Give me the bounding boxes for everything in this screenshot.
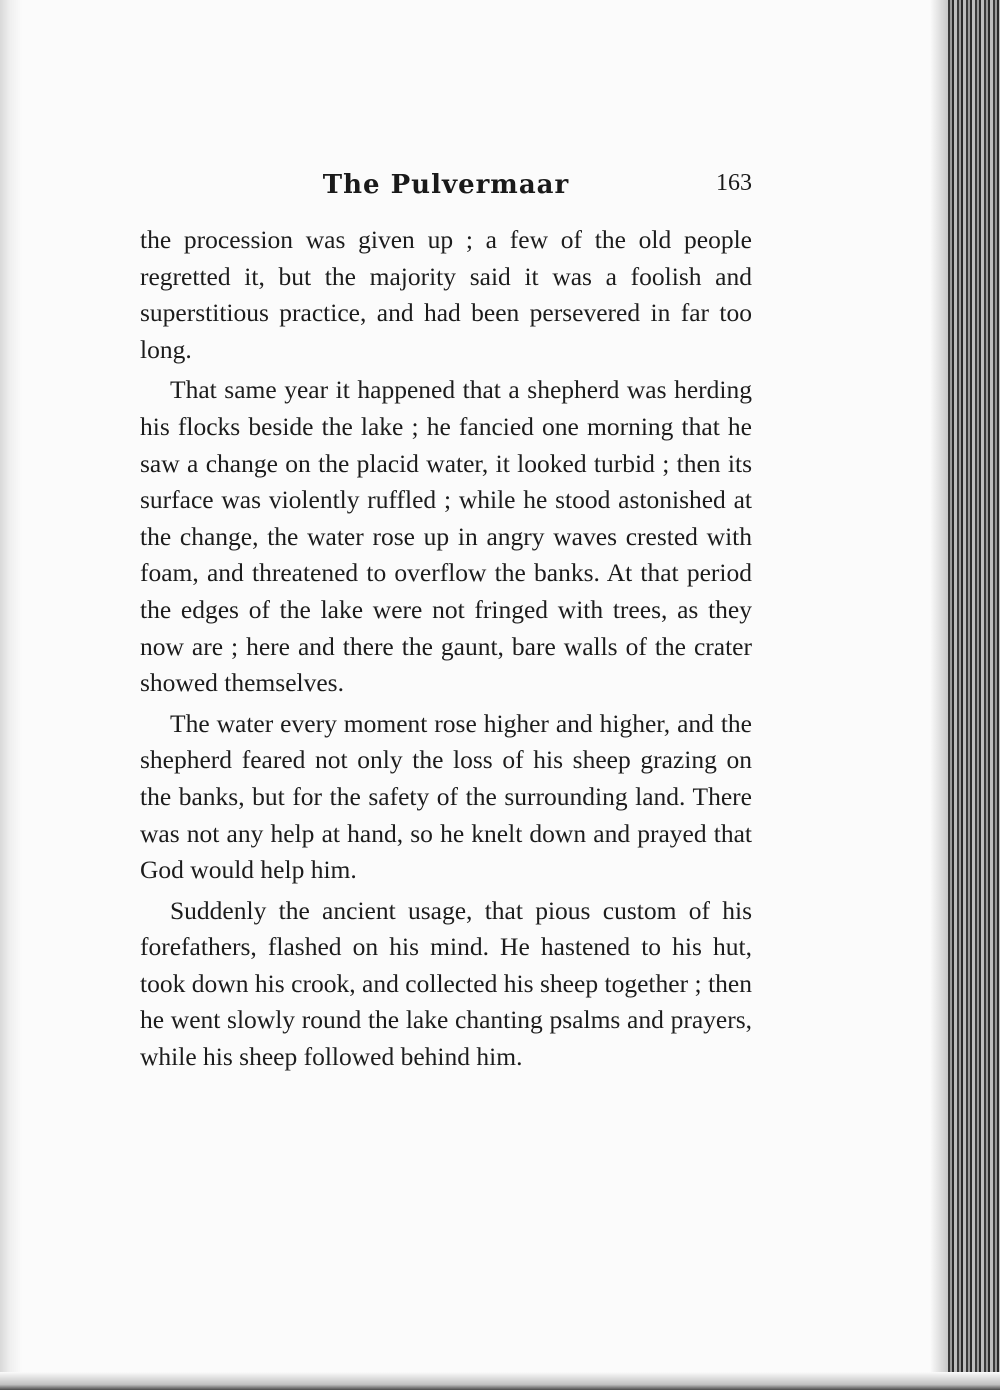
page-left-edge xyxy=(0,0,22,1390)
paragraph: the procession was given up ; a few of the old people regretted it, but the majority said it was a foolish and superstitious practice, and had been persevered in far too long. xyxy=(140,225,752,364)
page-bottom-edge xyxy=(0,1372,1000,1390)
paragraph: The water every moment rose higher and higher, and the shepherd feared not only the loss of his sheep grazing on the banks, but for the safety of the surrounding land. There was not any help at hand, so he knelt down and prayed that God would help him. xyxy=(140,708,752,885)
paragraph: Suddenly the ancient usage, that pious custom of his forefathers, flashed on his mind. He hastened to his hut, took down his crook, and collected his sheep together ; then he went slowly round the lake chanting psalms and prayers, while his sheep followed behind him. xyxy=(140,895,752,1072)
page-number: 163 xyxy=(716,170,752,196)
running-head xyxy=(140,166,752,206)
book-spine-edge xyxy=(948,0,1000,1390)
body-text xyxy=(140,222,752,1080)
running-title: The Pulvermaar xyxy=(322,170,570,200)
gutter-shadow xyxy=(930,0,948,1390)
paragraph: That same year it happened that a shepherd was herding his flocks beside the lake ; he fancied one morning that he saw a change on the placid water, it looked turbid ; then its surface was violently ruffled ; while he stood astonished at the change, the water rose up in angry waves crested with foam, and threatened to overflow the banks. At that period the edges of the lake were not fringed with trees, as they now are ; here and there the gaunt, bare walls of the crater showed themselves. xyxy=(140,375,752,698)
